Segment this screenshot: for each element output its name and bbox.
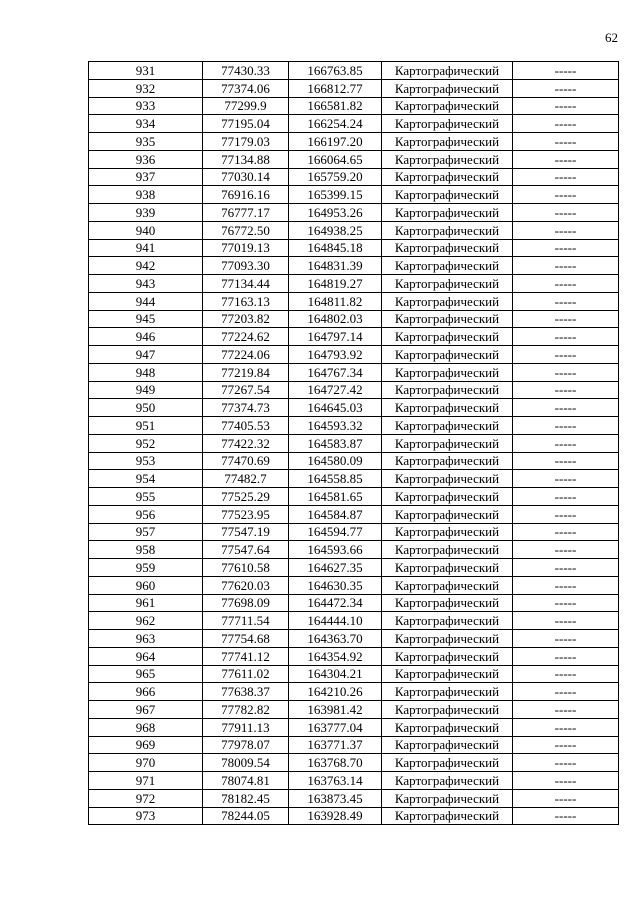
y-coordinate-cell: 166197.20 bbox=[289, 133, 382, 151]
method-cell: Картографический bbox=[382, 97, 513, 115]
x-coordinate-cell: 78074.81 bbox=[203, 772, 289, 790]
y-coordinate-cell: 164354.92 bbox=[289, 647, 382, 665]
point-number-cell: 953 bbox=[89, 452, 203, 470]
table-row bbox=[89, 168, 619, 186]
method-cell: Картографический bbox=[382, 488, 513, 506]
y-coordinate-cell: 163763.14 bbox=[289, 772, 382, 790]
table-row bbox=[89, 736, 619, 754]
accuracy-cell: ----- bbox=[513, 488, 619, 506]
y-coordinate-cell: 164584.87 bbox=[289, 505, 382, 523]
method-cell: Картографический bbox=[382, 772, 513, 790]
y-coordinate-cell: 164645.03 bbox=[289, 399, 382, 417]
y-coordinate-cell: 164363.70 bbox=[289, 630, 382, 648]
point-number-cell: 966 bbox=[89, 683, 203, 701]
method-cell: Картографический bbox=[382, 452, 513, 470]
table-row bbox=[89, 683, 619, 701]
x-coordinate-cell: 77482.7 bbox=[203, 470, 289, 488]
x-coordinate-cell: 77374.73 bbox=[203, 399, 289, 417]
point-number-cell: 971 bbox=[89, 772, 203, 790]
method-cell: Картографический bbox=[382, 612, 513, 630]
point-number-cell: 956 bbox=[89, 505, 203, 523]
x-coordinate-cell: 77547.19 bbox=[203, 523, 289, 541]
accuracy-cell: ----- bbox=[513, 62, 619, 80]
coordinates-table-body bbox=[89, 62, 619, 825]
method-cell: Картографический bbox=[382, 115, 513, 133]
table-row bbox=[89, 363, 619, 381]
table-row bbox=[89, 665, 619, 683]
x-coordinate-cell: 77405.53 bbox=[203, 417, 289, 435]
point-number-cell: 950 bbox=[89, 399, 203, 417]
method-cell: Картографический bbox=[382, 559, 513, 577]
point-number-cell: 943 bbox=[89, 275, 203, 293]
x-coordinate-cell: 77523.95 bbox=[203, 505, 289, 523]
method-cell: Картографический bbox=[382, 328, 513, 346]
table-row bbox=[89, 772, 619, 790]
accuracy-cell: ----- bbox=[513, 576, 619, 594]
x-coordinate-cell: 77267.54 bbox=[203, 381, 289, 399]
point-number-cell: 964 bbox=[89, 647, 203, 665]
table-row bbox=[89, 630, 619, 648]
method-cell: Картографический bbox=[382, 470, 513, 488]
accuracy-cell: ----- bbox=[513, 292, 619, 310]
y-coordinate-cell: 164802.03 bbox=[289, 310, 382, 328]
method-cell: Картографический bbox=[382, 275, 513, 293]
y-coordinate-cell: 166812.77 bbox=[289, 79, 382, 97]
point-number-cell: 954 bbox=[89, 470, 203, 488]
point-number-cell: 957 bbox=[89, 523, 203, 541]
table-row bbox=[89, 79, 619, 97]
table-row bbox=[89, 257, 619, 275]
method-cell: Картографический bbox=[382, 346, 513, 364]
method-cell: Картографический bbox=[382, 683, 513, 701]
method-cell: Картографический bbox=[382, 594, 513, 612]
x-coordinate-cell: 76916.16 bbox=[203, 186, 289, 204]
y-coordinate-cell: 164797.14 bbox=[289, 328, 382, 346]
x-coordinate-cell: 77299.9 bbox=[203, 97, 289, 115]
accuracy-cell: ----- bbox=[513, 523, 619, 541]
accuracy-cell: ----- bbox=[513, 559, 619, 577]
method-cell: Картографический bbox=[382, 292, 513, 310]
y-coordinate-cell: 164938.25 bbox=[289, 221, 382, 239]
y-coordinate-cell: 166581.82 bbox=[289, 97, 382, 115]
y-coordinate-cell: 164627.35 bbox=[289, 559, 382, 577]
method-cell: Картографический bbox=[382, 133, 513, 151]
point-number-cell: 945 bbox=[89, 310, 203, 328]
table-row bbox=[89, 275, 619, 293]
accuracy-cell: ----- bbox=[513, 275, 619, 293]
accuracy-cell: ----- bbox=[513, 346, 619, 364]
point-number-cell: 967 bbox=[89, 701, 203, 719]
accuracy-cell: ----- bbox=[513, 718, 619, 736]
point-number-cell: 952 bbox=[89, 434, 203, 452]
point-number-cell: 949 bbox=[89, 381, 203, 399]
x-coordinate-cell: 77978.07 bbox=[203, 736, 289, 754]
x-coordinate-cell: 78244.05 bbox=[203, 807, 289, 825]
method-cell: Картографический bbox=[382, 665, 513, 683]
method-cell: Картографический bbox=[382, 630, 513, 648]
table-row bbox=[89, 594, 619, 612]
accuracy-cell: ----- bbox=[513, 133, 619, 151]
x-coordinate-cell: 77219.84 bbox=[203, 363, 289, 381]
accuracy-cell: ----- bbox=[513, 736, 619, 754]
method-cell: Картографический bbox=[382, 505, 513, 523]
method-cell: Картографический bbox=[382, 399, 513, 417]
table-row bbox=[89, 417, 619, 435]
point-number-cell: 947 bbox=[89, 346, 203, 364]
table-row bbox=[89, 62, 619, 80]
x-coordinate-cell: 77525.29 bbox=[203, 488, 289, 506]
x-coordinate-cell: 77179.03 bbox=[203, 133, 289, 151]
y-coordinate-cell: 164811.82 bbox=[289, 292, 382, 310]
method-cell: Картографический bbox=[382, 363, 513, 381]
y-coordinate-cell: 164593.32 bbox=[289, 417, 382, 435]
method-cell: Картографический bbox=[382, 807, 513, 825]
y-coordinate-cell: 164845.18 bbox=[289, 239, 382, 257]
table-row bbox=[89, 541, 619, 559]
accuracy-cell: ----- bbox=[513, 789, 619, 807]
accuracy-cell: ----- bbox=[513, 665, 619, 683]
method-cell: Картографический bbox=[382, 381, 513, 399]
point-number-cell: 940 bbox=[89, 221, 203, 239]
page-number: 62 bbox=[605, 30, 618, 45]
y-coordinate-cell: 163777.04 bbox=[289, 718, 382, 736]
x-coordinate-cell: 77030.14 bbox=[203, 168, 289, 186]
x-coordinate-cell: 77611.02 bbox=[203, 665, 289, 683]
method-cell: Картографический bbox=[382, 523, 513, 541]
accuracy-cell: ----- bbox=[513, 204, 619, 222]
table-row bbox=[89, 647, 619, 665]
method-cell: Картографический bbox=[382, 754, 513, 772]
y-coordinate-cell: 164210.26 bbox=[289, 683, 382, 701]
method-cell: Картографический bbox=[382, 647, 513, 665]
accuracy-cell: ----- bbox=[513, 399, 619, 417]
y-coordinate-cell: 163928.49 bbox=[289, 807, 382, 825]
y-coordinate-cell: 163873.45 bbox=[289, 789, 382, 807]
accuracy-cell: ----- bbox=[513, 594, 619, 612]
y-coordinate-cell: 163768.70 bbox=[289, 754, 382, 772]
x-coordinate-cell: 77422.32 bbox=[203, 434, 289, 452]
accuracy-cell: ----- bbox=[513, 363, 619, 381]
point-number-cell: 942 bbox=[89, 257, 203, 275]
point-number-cell: 941 bbox=[89, 239, 203, 257]
y-coordinate-cell: 164793.92 bbox=[289, 346, 382, 364]
x-coordinate-cell: 77741.12 bbox=[203, 647, 289, 665]
y-coordinate-cell: 164581.65 bbox=[289, 488, 382, 506]
point-number-cell: 932 bbox=[89, 79, 203, 97]
accuracy-cell: ----- bbox=[513, 239, 619, 257]
x-coordinate-cell: 77711.54 bbox=[203, 612, 289, 630]
table-row bbox=[89, 292, 619, 310]
y-coordinate-cell: 164580.09 bbox=[289, 452, 382, 470]
point-number-cell: 946 bbox=[89, 328, 203, 346]
method-cell: Картографический bbox=[382, 701, 513, 719]
y-coordinate-cell: 164472.34 bbox=[289, 594, 382, 612]
accuracy-cell: ----- bbox=[513, 186, 619, 204]
method-cell: Картографический bbox=[382, 186, 513, 204]
x-coordinate-cell: 77698.09 bbox=[203, 594, 289, 612]
coordinates-table bbox=[88, 61, 619, 825]
point-number-cell: 936 bbox=[89, 150, 203, 168]
y-coordinate-cell: 164558.85 bbox=[289, 470, 382, 488]
accuracy-cell: ----- bbox=[513, 452, 619, 470]
x-coordinate-cell: 77163.13 bbox=[203, 292, 289, 310]
point-number-cell: 973 bbox=[89, 807, 203, 825]
accuracy-cell: ----- bbox=[513, 701, 619, 719]
point-number-cell: 969 bbox=[89, 736, 203, 754]
table-row bbox=[89, 789, 619, 807]
point-number-cell: 960 bbox=[89, 576, 203, 594]
y-coordinate-cell: 164819.27 bbox=[289, 275, 382, 293]
table-row bbox=[89, 328, 619, 346]
method-cell: Картографический bbox=[382, 541, 513, 559]
y-coordinate-cell: 164304.21 bbox=[289, 665, 382, 683]
table-row bbox=[89, 346, 619, 364]
table-row bbox=[89, 718, 619, 736]
x-coordinate-cell: 77195.04 bbox=[203, 115, 289, 133]
accuracy-cell: ----- bbox=[513, 381, 619, 399]
y-coordinate-cell: 164630.35 bbox=[289, 576, 382, 594]
x-coordinate-cell: 76777.17 bbox=[203, 204, 289, 222]
table-row bbox=[89, 559, 619, 577]
x-coordinate-cell: 77134.44 bbox=[203, 275, 289, 293]
point-number-cell: 965 bbox=[89, 665, 203, 683]
accuracy-cell: ----- bbox=[513, 150, 619, 168]
table-row bbox=[89, 754, 619, 772]
y-coordinate-cell: 164583.87 bbox=[289, 434, 382, 452]
accuracy-cell: ----- bbox=[513, 630, 619, 648]
table-row bbox=[89, 576, 619, 594]
method-cell: Картографический bbox=[382, 434, 513, 452]
table-row bbox=[89, 807, 619, 825]
x-coordinate-cell: 77754.68 bbox=[203, 630, 289, 648]
accuracy-cell: ----- bbox=[513, 541, 619, 559]
table-row bbox=[89, 221, 619, 239]
table-row bbox=[89, 701, 619, 719]
point-number-cell: 931 bbox=[89, 62, 203, 80]
table-row bbox=[89, 381, 619, 399]
point-number-cell: 938 bbox=[89, 186, 203, 204]
point-number-cell: 933 bbox=[89, 97, 203, 115]
method-cell: Картографический bbox=[382, 62, 513, 80]
x-coordinate-cell: 77638.37 bbox=[203, 683, 289, 701]
table-row bbox=[89, 470, 619, 488]
method-cell: Картографический bbox=[382, 204, 513, 222]
method-cell: Картографический bbox=[382, 718, 513, 736]
x-coordinate-cell: 77374.06 bbox=[203, 79, 289, 97]
point-number-cell: 948 bbox=[89, 363, 203, 381]
accuracy-cell: ----- bbox=[513, 612, 619, 630]
x-coordinate-cell: 77610.58 bbox=[203, 559, 289, 577]
point-number-cell: 958 bbox=[89, 541, 203, 559]
x-coordinate-cell: 77911.13 bbox=[203, 718, 289, 736]
method-cell: Картографический bbox=[382, 257, 513, 275]
accuracy-cell: ----- bbox=[513, 683, 619, 701]
x-coordinate-cell: 78009.54 bbox=[203, 754, 289, 772]
table-row bbox=[89, 115, 619, 133]
point-number-cell: 937 bbox=[89, 168, 203, 186]
y-coordinate-cell: 166064.65 bbox=[289, 150, 382, 168]
y-coordinate-cell: 164593.66 bbox=[289, 541, 382, 559]
table-row bbox=[89, 310, 619, 328]
method-cell: Картографический bbox=[382, 239, 513, 257]
accuracy-cell: ----- bbox=[513, 505, 619, 523]
point-number-cell: 934 bbox=[89, 115, 203, 133]
table-row bbox=[89, 133, 619, 151]
x-coordinate-cell: 77470.69 bbox=[203, 452, 289, 470]
point-number-cell: 968 bbox=[89, 718, 203, 736]
x-coordinate-cell: 77203.82 bbox=[203, 310, 289, 328]
x-coordinate-cell: 77782.82 bbox=[203, 701, 289, 719]
y-coordinate-cell: 166254.24 bbox=[289, 115, 382, 133]
accuracy-cell: ----- bbox=[513, 115, 619, 133]
table-row bbox=[89, 186, 619, 204]
accuracy-cell: ----- bbox=[513, 310, 619, 328]
table-row bbox=[89, 523, 619, 541]
accuracy-cell: ----- bbox=[513, 221, 619, 239]
accuracy-cell: ----- bbox=[513, 807, 619, 825]
method-cell: Картографический bbox=[382, 79, 513, 97]
accuracy-cell: ----- bbox=[513, 417, 619, 435]
y-coordinate-cell: 166763.85 bbox=[289, 62, 382, 80]
table-row bbox=[89, 204, 619, 222]
table-row bbox=[89, 150, 619, 168]
table-row bbox=[89, 612, 619, 630]
point-number-cell: 963 bbox=[89, 630, 203, 648]
x-coordinate-cell: 77019.13 bbox=[203, 239, 289, 257]
x-coordinate-cell: 77620.03 bbox=[203, 576, 289, 594]
point-number-cell: 961 bbox=[89, 594, 203, 612]
point-number-cell: 935 bbox=[89, 133, 203, 151]
accuracy-cell: ----- bbox=[513, 772, 619, 790]
y-coordinate-cell: 165399.15 bbox=[289, 186, 382, 204]
y-coordinate-cell: 165759.20 bbox=[289, 168, 382, 186]
table-row bbox=[89, 399, 619, 417]
accuracy-cell: ----- bbox=[513, 168, 619, 186]
table-row bbox=[89, 239, 619, 257]
table-row bbox=[89, 505, 619, 523]
y-coordinate-cell: 164767.34 bbox=[289, 363, 382, 381]
table-row bbox=[89, 452, 619, 470]
point-number-cell: 972 bbox=[89, 789, 203, 807]
x-coordinate-cell: 78182.45 bbox=[203, 789, 289, 807]
x-coordinate-cell: 77093.30 bbox=[203, 257, 289, 275]
y-coordinate-cell: 164727.42 bbox=[289, 381, 382, 399]
y-coordinate-cell: 164831.39 bbox=[289, 257, 382, 275]
point-number-cell: 970 bbox=[89, 754, 203, 772]
accuracy-cell: ----- bbox=[513, 257, 619, 275]
point-number-cell: 955 bbox=[89, 488, 203, 506]
x-coordinate-cell: 77134.88 bbox=[203, 150, 289, 168]
method-cell: Картографический bbox=[382, 576, 513, 594]
table-row bbox=[89, 434, 619, 452]
point-number-cell: 959 bbox=[89, 559, 203, 577]
x-coordinate-cell: 77547.64 bbox=[203, 541, 289, 559]
method-cell: Картографический bbox=[382, 150, 513, 168]
point-number-cell: 939 bbox=[89, 204, 203, 222]
method-cell: Картографический bbox=[382, 221, 513, 239]
method-cell: Картографический bbox=[382, 789, 513, 807]
point-number-cell: 944 bbox=[89, 292, 203, 310]
x-coordinate-cell: 77224.06 bbox=[203, 346, 289, 364]
y-coordinate-cell: 163771.37 bbox=[289, 736, 382, 754]
accuracy-cell: ----- bbox=[513, 434, 619, 452]
x-coordinate-cell: 76772.50 bbox=[203, 221, 289, 239]
y-coordinate-cell: 164444.10 bbox=[289, 612, 382, 630]
y-coordinate-cell: 164594.77 bbox=[289, 523, 382, 541]
x-coordinate-cell: 77224.62 bbox=[203, 328, 289, 346]
y-coordinate-cell: 164953.26 bbox=[289, 204, 382, 222]
table-row bbox=[89, 488, 619, 506]
point-number-cell: 951 bbox=[89, 417, 203, 435]
accuracy-cell: ----- bbox=[513, 754, 619, 772]
method-cell: Картографический bbox=[382, 736, 513, 754]
method-cell: Картографический bbox=[382, 168, 513, 186]
accuracy-cell: ----- bbox=[513, 328, 619, 346]
accuracy-cell: ----- bbox=[513, 470, 619, 488]
table-row bbox=[89, 97, 619, 115]
point-number-cell: 962 bbox=[89, 612, 203, 630]
accuracy-cell: ----- bbox=[513, 647, 619, 665]
x-coordinate-cell: 77430.33 bbox=[203, 62, 289, 80]
accuracy-cell: ----- bbox=[513, 79, 619, 97]
method-cell: Картографический bbox=[382, 417, 513, 435]
y-coordinate-cell: 163981.42 bbox=[289, 701, 382, 719]
method-cell: Картографический bbox=[382, 310, 513, 328]
accuracy-cell: ----- bbox=[513, 97, 619, 115]
